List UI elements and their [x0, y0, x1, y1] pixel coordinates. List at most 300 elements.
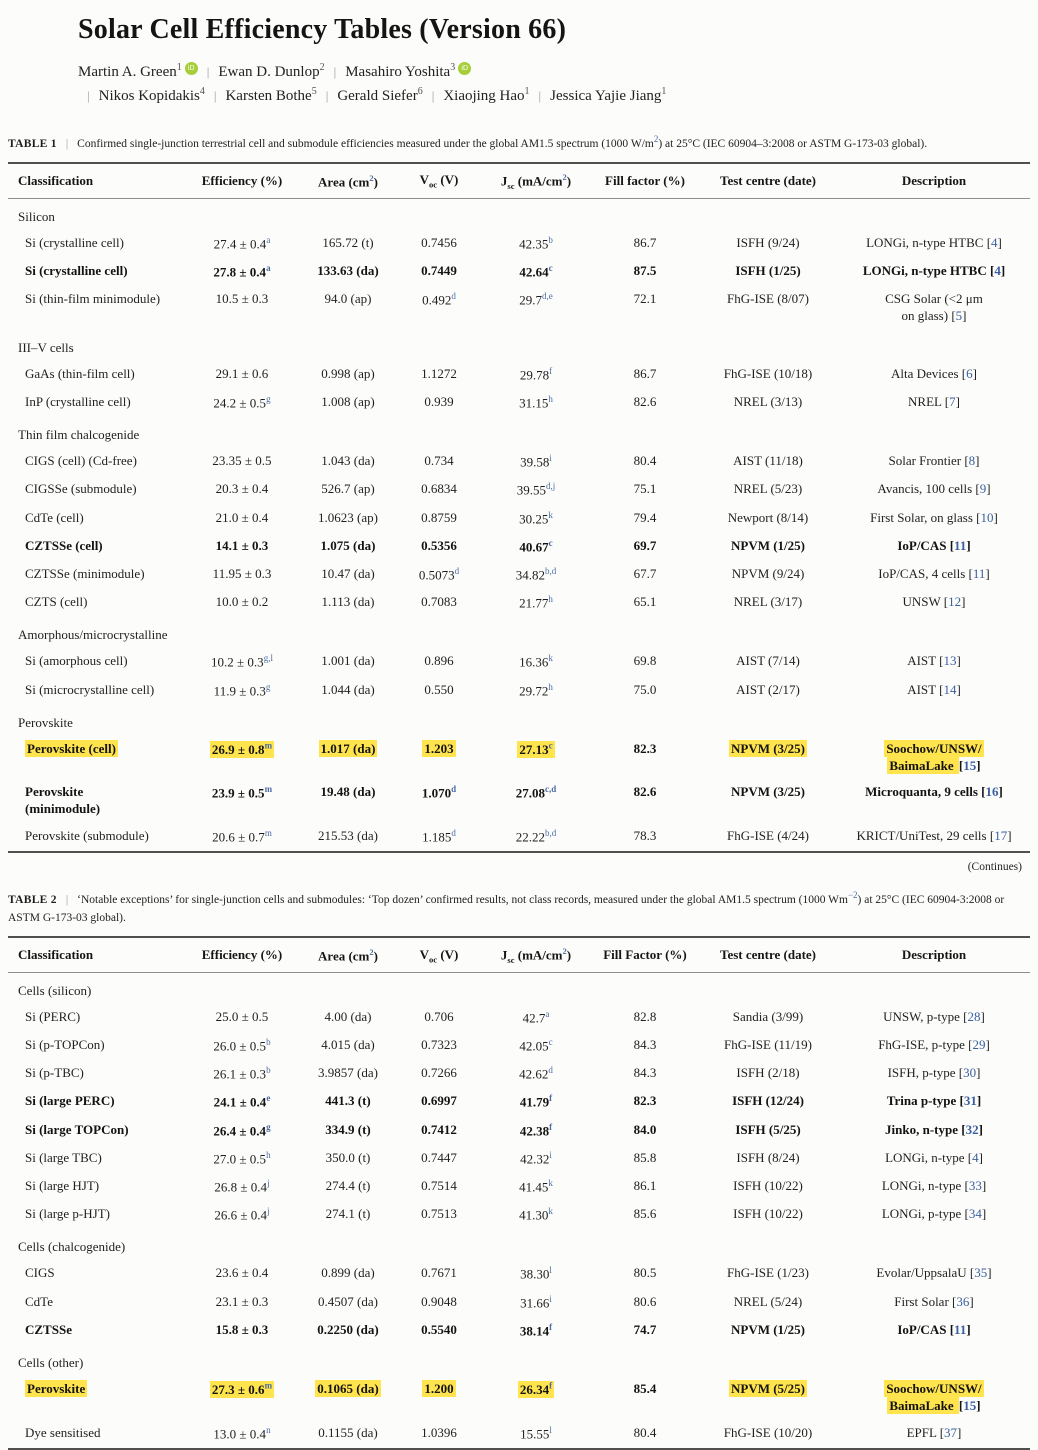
reference-link[interactable]: 15: [963, 757, 977, 773]
cell-area: 441.3 (t): [325, 1093, 371, 1109]
cell-ff: 69.8: [633, 653, 657, 669]
reference-link[interactable]: 13: [943, 653, 957, 669]
cell-area: 526.7 (ap): [321, 481, 375, 497]
reference-link[interactable]: 34: [968, 1206, 982, 1222]
cell-centre: NREL (3/13): [733, 393, 803, 409]
cell-classification: GaAs (thin-film cell): [25, 365, 135, 381]
author-name: Karsten Bothe$^5$: [225, 85, 317, 104]
column-header-description: Description: [838, 937, 1030, 972]
cell-area: 1.0623 (ap): [318, 509, 378, 525]
table-row: [8, 448, 1030, 476]
cell-efficiency: 26.6 ± 0.4$^j$: [214, 1206, 270, 1223]
cell-efficiency: 10.2 ± 0.3$^{g,l}$: [211, 653, 273, 670]
highlight: 27.13$^c$: [519, 740, 553, 757]
cell-voc: 0.5540: [421, 1321, 457, 1337]
table-row: [8, 1032, 1030, 1060]
table1-caption: [8, 133, 1028, 154]
footnote-marker: c,d: [545, 784, 557, 795]
cell-voc: 1.185$^d$: [422, 828, 456, 845]
cell-voc: 0.7514: [421, 1177, 457, 1193]
cell-voc: 0.7513: [421, 1206, 457, 1222]
cell-description: IoP/CAS [11]: [897, 537, 971, 553]
reference-link[interactable]: 4: [994, 262, 1001, 278]
cell-ff: 85.6: [633, 1206, 657, 1222]
cell-centre: ISFH (8/24): [736, 1149, 800, 1165]
reference-bracket: [17]: [989, 828, 1012, 844]
cell-classification: Si (large p-HJT): [25, 1206, 110, 1222]
author-name: Jessica Yajie Jiang$^1$: [550, 85, 667, 104]
reference-bracket: [31]: [959, 1093, 982, 1109]
reference-link[interactable]: 8: [968, 453, 976, 469]
reference-link[interactable]: 7: [949, 393, 956, 409]
cell-centre: FhG-ISE (10/18): [723, 365, 813, 381]
footnote-marker: k: [548, 509, 553, 520]
reference-link[interactable]: 31: [963, 1093, 977, 1109]
table-row: [8, 1376, 1030, 1420]
cell-area: [298, 1376, 398, 1420]
cell-efficiency: 10.0 ± 0.2: [215, 594, 269, 610]
cell-jsc: 27.08$^{c,d}$: [515, 784, 557, 801]
cell-description: [838, 1376, 1030, 1420]
cell-classification: CZTS (cell): [25, 594, 88, 610]
author-affiliation-number: 6: [417, 85, 423, 97]
reference-link[interactable]: 37: [944, 1424, 958, 1440]
footnote-marker: 2: [562, 171, 567, 182]
cell-jsc: [480, 736, 592, 780]
reference-bracket: [28]: [963, 1008, 985, 1024]
cell-classification: CIGS: [25, 1265, 55, 1281]
cell-description: UNSW, p-type [28]: [883, 1008, 985, 1024]
footnote-marker: h: [548, 594, 553, 605]
cell-description: Microquanta, 9 cells [16]: [865, 784, 1003, 800]
group-label: Perovskite: [18, 714, 73, 730]
cell-efficiency: [186, 736, 298, 780]
reference-bracket: [30]: [958, 1065, 981, 1081]
reference-bracket: [6]: [961, 365, 977, 381]
footnote-marker: 2: [562, 945, 567, 956]
author-affiliation-number: 4: [199, 85, 205, 97]
cell-description: Trina p-type [31]: [886, 1093, 982, 1109]
reference-link[interactable]: 36: [956, 1293, 970, 1309]
footnote-marker: h: [266, 1149, 271, 1160]
group-row: [8, 705, 1030, 736]
group-row: [8, 417, 1030, 448]
reference-bracket: [14]: [939, 681, 961, 697]
reference-link[interactable]: 33: [968, 1177, 982, 1193]
cell-ff: 86.7: [633, 365, 657, 381]
reference-link[interactable]: 32: [965, 1121, 979, 1137]
footnote-marker: m: [264, 740, 273, 751]
footnote-marker: 2: [369, 946, 374, 957]
cell-centre: ISFH (1/25): [735, 262, 801, 278]
author-separator: |: [325, 87, 329, 103]
table-row: [8, 1289, 1030, 1317]
table-row: [8, 361, 1030, 389]
footnote-marker: e: [266, 1093, 271, 1104]
column-header-description: Description: [838, 163, 1030, 198]
cell-centre: Sandia (3/99): [732, 1008, 804, 1024]
reference-bracket: [4]: [967, 1149, 983, 1165]
footnote-marker: 2: [653, 134, 659, 145]
cell-centre: ISFH (10/22): [733, 1206, 803, 1222]
cell-jsc: 39.55$^{d,j}$: [516, 481, 556, 498]
footnote-marker: i: [549, 453, 552, 464]
cell-efficiency: 23.1 ± 0.3: [215, 1293, 269, 1309]
table-row: [8, 505, 1030, 533]
table-row: [8, 1088, 1030, 1116]
cell-area: 1.001 (da): [321, 653, 375, 669]
cell-description: CSG Solar (<2 μm on glass) [5]: [885, 291, 983, 323]
reference-bracket: [37]: [939, 1424, 962, 1440]
cell-voc: 0.6834: [421, 481, 457, 497]
footnote-marker: g,l: [263, 653, 273, 664]
cell-classification: Perovskite (submodule): [25, 828, 149, 844]
cell-centre: NPVM (1/25): [730, 1321, 805, 1337]
reference-link[interactable]: 11: [972, 565, 986, 581]
reference-link[interactable]: 17: [994, 828, 1008, 844]
footnote-marker: d,e: [542, 291, 553, 302]
cell-voc: 0.706: [424, 1008, 454, 1024]
cell-description: IoP/CAS [11]: [897, 1321, 971, 1337]
cell-ff: 82.6: [633, 393, 657, 409]
footnote-marker: b: [548, 234, 553, 245]
highlight: 26.34$^f$: [519, 1380, 553, 1398]
cell-area: 274.1 (t): [325, 1206, 371, 1222]
cell-ff: 80.6: [633, 1293, 657, 1309]
column-header-efficiency: Efficiency (%): [186, 937, 298, 972]
highlight: 0.1065 (da): [317, 1380, 379, 1396]
highlight: Soochow/UNSW/ BaimaLake: [886, 740, 982, 773]
reference-link[interactable]: 4: [991, 234, 998, 250]
cell-centre: AIST (7/14): [736, 653, 800, 669]
table-row: [8, 1420, 1030, 1449]
cell-centre: AIST (11/18): [733, 453, 803, 469]
cell-ff: 79.4: [633, 509, 657, 525]
footnote-marker: f: [549, 1321, 553, 1332]
group-row: [8, 198, 1030, 229]
author-separator: |: [206, 64, 210, 80]
footnote-marker: c: [548, 537, 553, 548]
footnote-marker: b: [266, 1065, 271, 1076]
cell-voc: 0.5356: [421, 537, 457, 553]
cell-jsc: 38.30$^l$: [520, 1265, 552, 1282]
cell-classification: [8, 1376, 186, 1420]
table1-caption-text: Confirmed single-junction terrestrial cell and submodule efficiencies measured under the global AM1.5 spectrum (1000 W/m$^2$) at 25°C (IEC 60904–3:2008 or ASTM G-173-03 global).: [77, 134, 928, 151]
table-row: [8, 1004, 1030, 1032]
cell-efficiency: 23.6 ± 0.4: [215, 1265, 269, 1281]
cell-jsc: 16.36$^k$: [519, 653, 553, 670]
cell-centre: ISFH (10/22): [733, 1177, 803, 1193]
cell-efficiency: [186, 1376, 298, 1420]
cell-efficiency: 20.3 ± 0.4: [215, 481, 269, 497]
cell-ff: 82.3: [633, 1093, 657, 1109]
author-separator: |: [213, 87, 217, 103]
cell-jsc: 31.66$^i$: [520, 1293, 552, 1310]
reference-bracket: [10]: [976, 509, 998, 525]
cell-jsc: 15.55$^l$: [520, 1424, 552, 1441]
table1-label: TABLE 1: [8, 138, 57, 151]
cell-classification: Si (thin-film minimodule): [25, 291, 161, 307]
cell-classification: CZTSSe (cell): [25, 537, 103, 553]
cell-efficiency: 26.8 ± 0.4$^j$: [214, 1177, 270, 1195]
table2-container: [0, 936, 1038, 1450]
group-label: Cells (silicon): [18, 982, 92, 998]
cell-ff: 69.7: [633, 537, 657, 553]
cell-jsc: 30.25$^k$: [519, 509, 553, 526]
group-row: [8, 617, 1030, 648]
reference-link[interactable]: 14: [943, 681, 957, 697]
cell-classification: Si (large TBC): [25, 1149, 102, 1165]
cell-description: FhG-ISE, p-type [29]: [878, 1036, 990, 1052]
cell-classification: CIGS (cell) (Cd-free): [25, 453, 137, 469]
reference-link[interactable]: 16: [985, 784, 999, 800]
column-header-area: Area (cm$^2$): [298, 163, 398, 198]
highlight: 26.9 ± 0.8$^m$: [211, 740, 273, 757]
cell-jsc: 31.15$^h$: [519, 393, 553, 411]
table-row: [8, 286, 1030, 330]
cell-area: 0.998 (ap): [321, 365, 375, 381]
cell-description: First Solar, on glass [10]: [870, 509, 998, 525]
column-header-classification: Classification: [8, 163, 186, 198]
footnote-marker: j: [267, 1177, 270, 1188]
footnote-marker: d: [451, 828, 456, 839]
cell-jsc: 42.05$^c$: [519, 1036, 553, 1054]
reference-bracket: [16]: [981, 784, 1003, 800]
column-header-centre: Test centre (date): [698, 937, 838, 972]
cell-centre: NPVM (3/25): [730, 784, 805, 800]
reference-link[interactable]: 5: [955, 307, 963, 323]
table-row: [8, 779, 1030, 823]
orcid-icon[interactable]: iD: [185, 62, 198, 75]
cell-area: 0.2250 (da): [317, 1321, 379, 1337]
cell-efficiency: 26.4 ± 0.4$^g$: [213, 1121, 271, 1138]
continues-note: (Continues): [967, 861, 1022, 874]
cell-description: AIST [13]: [907, 653, 961, 669]
cell-description: LONGi, n-type HTBC [4]: [862, 262, 1006, 278]
cell-jsc: 42.62$^d$: [519, 1065, 553, 1082]
cell-efficiency: 24.2 ± 0.5$^g$: [213, 393, 271, 411]
cell-classification: CZTSSe (minimodule): [25, 565, 145, 581]
cell-efficiency: 20.6 ± 0.7$^m$: [212, 828, 272, 845]
group-label: Silicon: [18, 208, 55, 224]
reference-link[interactable]: 12: [948, 594, 962, 610]
cell-voc: 0.7083: [421, 594, 457, 610]
reference-link[interactable]: 11: [954, 537, 967, 553]
cell-centre: NREL (5/24): [733, 1293, 803, 1309]
table-row: [8, 258, 1030, 286]
cell-area: 3.9857 (da): [318, 1065, 378, 1081]
cell-description: LONGi, n-type HTBC [4]: [866, 234, 1002, 250]
cell-efficiency: 26.1 ± 0.3$^b$: [213, 1065, 271, 1082]
reference-bracket: [15]: [958, 1397, 981, 1413]
reference-link[interactable]: 10: [980, 509, 994, 525]
column-header-jsc: $J_{sc}$ (mA/cm$^2$): [480, 163, 592, 198]
cell-classification: Si (microcrystalline cell): [25, 681, 155, 697]
reference-bracket: [33]: [964, 1177, 987, 1193]
cell-ff: 86.1: [633, 1177, 657, 1193]
column-header-ff: Fill factor (%): [592, 163, 698, 198]
group-row: [8, 1229, 1030, 1260]
cell-jsc: 22.22$^{b,d}$: [515, 828, 557, 845]
cell-description: Jinko, n-type [32]: [885, 1121, 983, 1137]
group-row: [8, 1345, 1030, 1376]
author-affiliation-number: 2: [319, 62, 325, 74]
cell-description: EPFL [37]: [906, 1424, 962, 1440]
cell-jsc: 34.82$^{b,d}$: [515, 565, 557, 583]
cell-description: IoP/CAS, 4 cells [11]: [878, 565, 990, 581]
footnote-marker: j: [267, 1206, 270, 1217]
cell-efficiency: 27.0 ± 0.5$^h$: [213, 1149, 271, 1167]
author-separator: |: [431, 87, 435, 103]
cell-area: 10.47 (da): [321, 565, 375, 581]
footnote-marker: d,j: [545, 481, 556, 492]
reference-bracket: [8]: [964, 453, 980, 469]
cell-ff: 82.3: [633, 740, 657, 756]
cell-ff: 74.7: [633, 1321, 657, 1337]
cell-classification: Si (PERC): [25, 1008, 81, 1024]
cell-area: 1.113 (da): [321, 594, 375, 610]
footnote-marker: c: [548, 262, 553, 273]
reference-bracket: [9]: [975, 481, 991, 497]
cell-description: LONGi, n-type [33]: [881, 1177, 987, 1193]
footnote-marker: f: [549, 1380, 553, 1391]
reference-link[interactable]: 29: [972, 1036, 986, 1052]
reference-link[interactable]: 28: [967, 1008, 981, 1024]
caption-divider: |: [65, 894, 69, 907]
table-row: [8, 1117, 1030, 1145]
footnote-marker: d: [451, 291, 456, 302]
cell-area: 4.00 (da): [324, 1008, 372, 1024]
cell-description: Solar Frontier [8]: [888, 453, 980, 469]
cell-voc: 0.7323: [421, 1036, 457, 1052]
cell-area: 0.899 (da): [321, 1265, 375, 1281]
cell-ff: 65.1: [633, 594, 657, 610]
cell-description: LONGi, p-type [34]: [881, 1206, 987, 1222]
table2-caption-text: ‘Notable exceptions’ for single-junction cells and submodules: ‘Top dozen’ confirmed results, not class records, measured under the global AM1.5 spectrum (1000 Wm$^{-2}$) at 25°C (IEC 60904-3:2008 or ASTM G-173-03 global).: [8, 890, 1005, 925]
cell-jsc: 40.67$^c$: [519, 537, 553, 555]
cell-voc: 0.939: [424, 393, 454, 409]
cell-description: NREL [7]: [908, 393, 960, 409]
group-row: [8, 330, 1030, 361]
cell-ff: 84.3: [633, 1065, 657, 1081]
cell-classification: Si (large PERC): [25, 1093, 115, 1109]
cell-jsc: 42.38$^f$: [519, 1121, 553, 1138]
author-affiliation-number: 3: [450, 62, 456, 74]
cell-classification: Si (crystalline cell): [25, 234, 124, 250]
footnote-marker: d: [454, 565, 460, 576]
footnote-marker: c: [548, 740, 553, 751]
cell-classification: Si (crystalline cell): [25, 262, 128, 278]
cell-area: 334.9 (t): [325, 1121, 371, 1137]
cell-centre: NREL (3/17): [733, 594, 803, 610]
cell-efficiency: 13.0 ± 0.4$^n$: [213, 1424, 271, 1441]
reference-link[interactable]: 35: [974, 1265, 988, 1281]
cell-voc: 0.492$^d$: [422, 291, 456, 308]
footnote-marker: a: [545, 1008, 550, 1019]
cell-voc: 0.6997: [421, 1093, 457, 1109]
reference-link[interactable]: 9: [979, 481, 987, 497]
author-separator: |: [333, 64, 337, 80]
table-header-row: [8, 937, 1030, 972]
cell-centre: NPVM (9/24): [731, 565, 805, 581]
cell-centre: Newport (8/14): [727, 509, 809, 525]
cell-ff: 75.1: [633, 481, 657, 497]
highlight: Perovskite: [27, 1380, 86, 1396]
table2: [8, 936, 1030, 1450]
column-header-centre: Test centre (date): [698, 163, 838, 198]
table-row: [8, 1260, 1030, 1288]
cell-jsc: 29.7$^{d,e}$: [519, 291, 553, 308]
footnote-marker: m: [264, 1380, 273, 1391]
cell-description: AIST [14]: [907, 681, 961, 697]
cell-classification: Si (amorphous cell): [25, 653, 128, 669]
cell-efficiency: 10.5 ± 0.3: [215, 291, 269, 307]
cell-centre: AIST (2/17): [736, 681, 800, 697]
cell-jsc: 41.79$^f$: [519, 1093, 553, 1110]
cell-jsc: 42.7$^a$: [522, 1008, 550, 1025]
cell-jsc: 41.30$^k$: [519, 1206, 553, 1223]
reference-link[interactable]: 11: [954, 1321, 967, 1337]
footnote-marker: h: [548, 681, 553, 692]
footnote-marker: k: [548, 1177, 553, 1188]
cell-ff: 82.8: [633, 1008, 657, 1024]
cell-area: 1.075 (da): [320, 537, 376, 553]
reference-link[interactable]: 15: [963, 1397, 977, 1413]
author-name: Ewan D. Dunlop$^2$: [218, 62, 325, 81]
footnote-marker: m: [264, 828, 272, 839]
cell-area: 165.72 (t): [322, 234, 374, 250]
reference-bracket: [15]: [958, 757, 981, 773]
cell-voc: [398, 1376, 480, 1420]
cell-area: 1.008 (ap): [321, 393, 375, 409]
cell-efficiency: 14.1 ± 0.3: [215, 537, 269, 553]
reference-bracket: [7]: [944, 393, 960, 409]
reference-bracket: [29]: [968, 1036, 990, 1052]
cell-area: 215.53 (da): [318, 828, 378, 844]
cell-classification: Si (p-TBC): [25, 1065, 84, 1081]
cell-centre: NREL (5/23): [733, 481, 803, 497]
footnote-marker: k: [548, 653, 553, 664]
cell-description: [838, 736, 1030, 780]
cell-efficiency: 26.0 ± 0.5$^b$: [213, 1036, 271, 1054]
footnote-marker: g: [266, 1121, 271, 1132]
footnote-marker: k: [548, 1206, 553, 1217]
footnote-marker: a: [266, 234, 271, 245]
footnote-marker: n: [266, 1424, 271, 1435]
group-label: Cells (other): [18, 1354, 84, 1370]
cell-voc: 0.7671: [421, 1265, 457, 1281]
cell-classification: Si (p-TOPCon): [25, 1036, 105, 1052]
cell-classification: Si (large HJT): [25, 1177, 100, 1193]
reference-link[interactable]: 4: [972, 1149, 979, 1165]
orcid-icon[interactable]: iD: [458, 62, 471, 75]
footnote-marker: i: [549, 1149, 552, 1160]
cell-jsc: 42.64$^c$: [519, 262, 553, 280]
reference-link[interactable]: 6: [966, 365, 973, 381]
cell-ff: 72.1: [633, 291, 657, 307]
column-header-voc: $V_{oc}$ (V): [398, 937, 480, 972]
cell-classification: InP (crystalline cell): [25, 393, 131, 409]
subscript: sc: [507, 180, 515, 191]
cell-voc: 1.0396: [421, 1424, 457, 1440]
cell-centre: ISFH (9/24): [736, 234, 800, 250]
reference-bracket: [13]: [939, 653, 961, 669]
reference-link[interactable]: 30: [963, 1065, 977, 1081]
footnote-marker: i: [549, 1293, 552, 1304]
cell-centre: FhG-ISE (10/20): [723, 1424, 813, 1440]
cell-area: 1.043 (da): [321, 453, 375, 469]
footnote-marker: 2: [369, 172, 374, 183]
